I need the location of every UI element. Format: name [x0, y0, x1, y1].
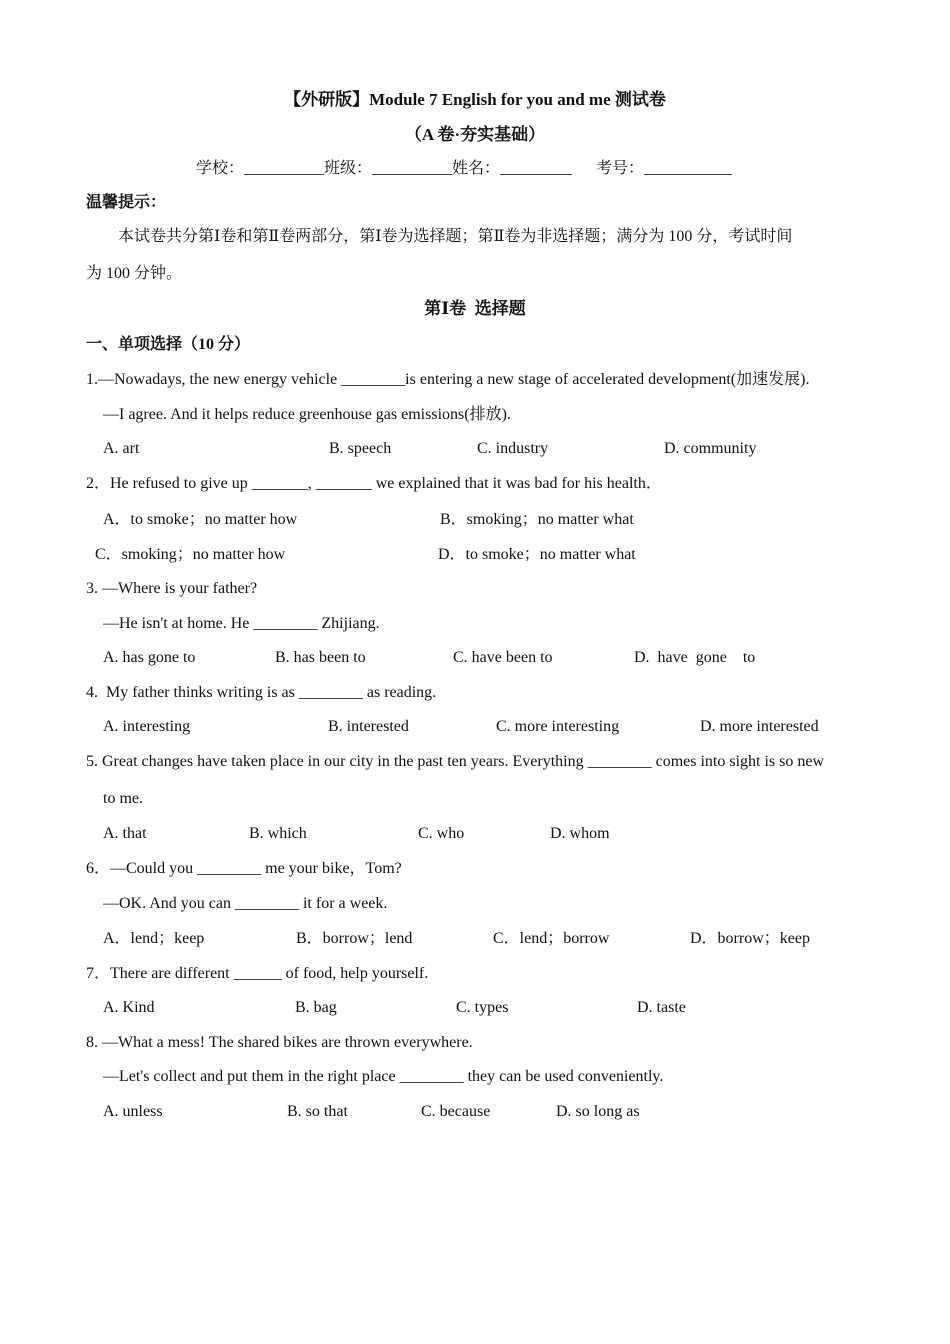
question-7-option-a: A. Kind [103, 999, 155, 1016]
question-2-option-d: D．to smoke；no matter what [438, 546, 636, 563]
tips-line-2: 为 100 分钟。 [86, 265, 183, 282]
question-1-option-c: C. industry [477, 440, 549, 457]
question-1-option-d: D. community [664, 440, 757, 457]
question-5-option-c: C. who [418, 825, 465, 842]
question-1-line-2: —I agree. And it helps reduce greenhouse gas emissions(排放). [103, 406, 511, 423]
question-7-line-1: 7．There are different ______ of food, help yourself. [86, 965, 429, 982]
question-7-option-d: D. taste [637, 999, 686, 1016]
question-8-line-2: —Let's collect and put them in the right place ________ they can be used conveniently. [103, 1068, 664, 1085]
question-2-option-c: C．smoking；no matter how [95, 546, 286, 563]
question-3-line-1: 3. —Where is your father? [86, 580, 258, 597]
question-6-option-c: C．lend；borrow [493, 930, 610, 947]
question-2-option-a: A．to smoke；no matter how [103, 511, 298, 528]
question-6-option-d: D．borrow；keep [690, 930, 810, 947]
question-5-option-d: D. whom [550, 825, 610, 842]
question-1-line-1: 1.—Nowadays, the new energy vehicle ________is entering a new stage of accelerated development(加速发展). [86, 371, 810, 388]
exam-subtitle: （A 卷·夯实基础） [404, 125, 546, 144]
question-8-option-c: C. because [421, 1103, 491, 1120]
question-5-line-1: 5. Great changes have taken place in our city in the past ten years. Everything ________ comes into sight is so new [86, 753, 825, 770]
question-6-line-2: —OK. And you can ________ it for a week. [103, 895, 388, 912]
question-8-option-a: A. unless [103, 1103, 163, 1120]
question-3-option-c: C. have been to [453, 649, 553, 666]
tips-heading: 温馨提示： [86, 194, 167, 211]
question-5-line-2: to me. [103, 790, 143, 807]
question-4-option-b: B. interested [328, 718, 409, 735]
question-8-line-1: 8. —What a mess! The shared bikes are thrown everywhere. [86, 1034, 473, 1051]
question-4-option-a: A. interesting [103, 718, 191, 735]
exam-title: 【外研版】Module 7 English for you and me 测试卷 [284, 90, 666, 109]
question-4-option-d: D. more interested [700, 718, 819, 735]
question-6-option-a: A．lend；keep [103, 930, 205, 947]
part-heading: 第Ⅰ卷 选择题 [424, 299, 526, 318]
question-6-line-1: 6．—Could you ________ me your bike，Tom? [86, 860, 402, 877]
question-8-option-b: B. so that [287, 1103, 348, 1120]
question-5-option-a: A. that [103, 825, 147, 842]
question-2-line-1: 2．He refused to give up _______, _______ we explained that it was bad for his health． [86, 475, 662, 492]
question-6-option-b: B．borrow；lend [296, 930, 413, 947]
question-2-option-b: B．smoking；no matter what [440, 511, 634, 528]
question-7-option-b: B. bag [295, 999, 337, 1016]
section-title: 一、单项选择（10 分） [86, 336, 251, 353]
question-1-option-b: B. speech [329, 440, 392, 457]
question-5-option-b: B. which [249, 825, 307, 842]
question-3-option-a: A. has gone to [103, 649, 196, 666]
student-info-line: 学校：__________班级：__________姓名：_________ 考号：___________ [196, 160, 733, 177]
question-8-option-d: D. so long as [556, 1103, 640, 1120]
question-3-option-b: B. has been to [275, 649, 366, 666]
question-7-option-c: C. types [456, 999, 509, 1016]
tips-line-1: 本试卷共分第Ⅰ卷和第Ⅱ卷两部分，第Ⅰ卷为选择题；第Ⅱ卷为非选择题；满分为 100 分，考试时间 [118, 228, 793, 245]
question-4-line-1: 4. My father thinks writing is as ________ as reading. [86, 684, 437, 701]
question-1-option-a: A. art [103, 440, 140, 457]
question-3-line-2: —He isn't at home. He ________ Zhijiang. [103, 615, 380, 632]
question-3-option-d: D. have gone to [634, 649, 756, 666]
question-4-option-c: C. more interesting [496, 718, 620, 735]
